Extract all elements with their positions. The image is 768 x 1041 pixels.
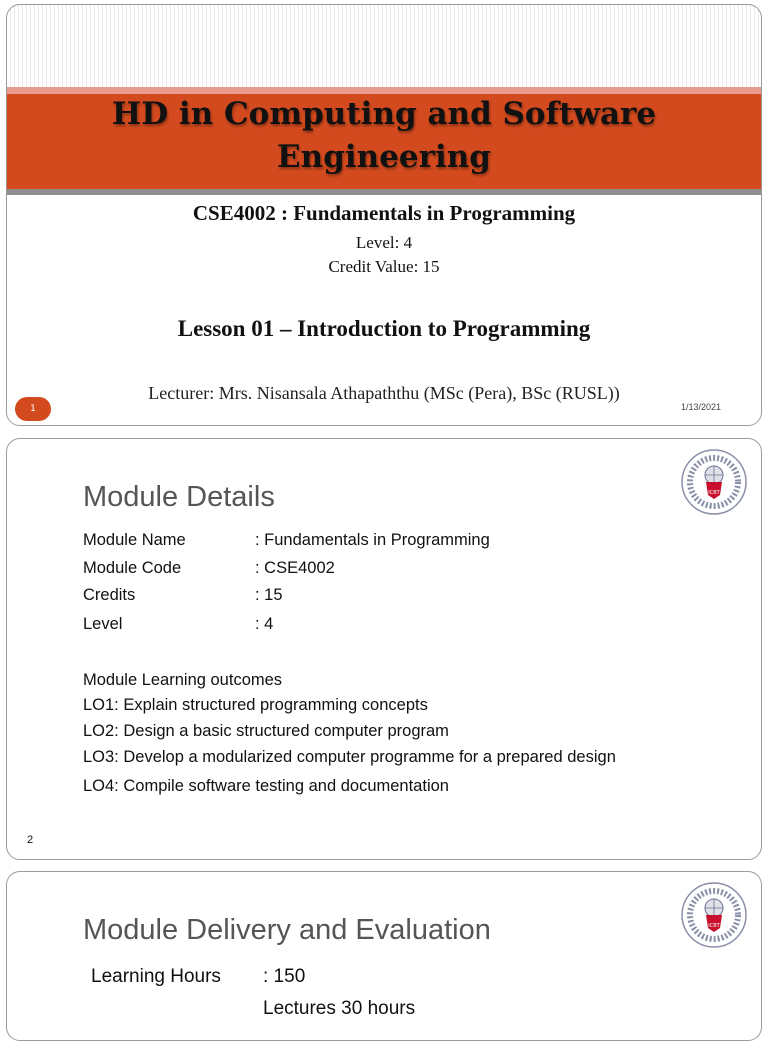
title-slide	[6, 4, 762, 426]
seal-text: ICBT	[708, 923, 720, 929]
slide-number-badge: 1	[15, 397, 51, 421]
detail-key: Credits	[83, 586, 136, 604]
detail-value: : 15	[255, 586, 283, 604]
title-line-2: Engineering	[277, 139, 491, 175]
detail-key: Level	[83, 615, 123, 633]
learning-outcome-item: LO4: Compile software testing and documentation	[83, 777, 449, 795]
slide-number: 2	[27, 834, 34, 846]
learning-outcomes-title: Module Learning outcomes	[83, 671, 283, 689]
learning-outcome-item: LO1: Explain structured programming concepts	[83, 696, 428, 714]
learning-outcome-item: LO3: Develop a modularized computer programme for a prepared design	[83, 748, 616, 766]
learning-hours-value: : 150	[263, 966, 306, 987]
course-title: CSE4002 : Fundamentals in Programming	[192, 201, 576, 225]
module-delivery-slide	[6, 871, 762, 1041]
detail-value: : Fundamentals in Programming	[255, 531, 490, 549]
slide-heading: Module Delivery and Evaluation	[83, 914, 491, 946]
college-seal-icon	[681, 449, 747, 515]
course-level: Level: 4	[355, 233, 413, 252]
seal-text: ICBT	[708, 490, 720, 496]
college-seal-icon	[681, 882, 747, 948]
learning-hours-label: Learning Hours	[91, 966, 221, 987]
lecturer-name: Lecturer: Mrs. Nisansala Athapaththu (MSc (Pera), BSc (RUSL))	[148, 383, 620, 403]
module-details-slide	[6, 438, 762, 860]
lectures-hours: Lectures 30 hours	[263, 998, 416, 1019]
learning-outcome-item: LO2: Design a basic structured computer program	[83, 722, 449, 740]
lesson-title: Lesson 01 – Introduction to Programming	[177, 316, 591, 341]
slide-date: 1/13/2021	[680, 402, 721, 412]
credit-value: Credit Value: 15	[328, 257, 440, 276]
slide-heading: Module Details	[83, 481, 275, 513]
detail-key: Module Name	[83, 531, 186, 549]
detail-value: : 4	[255, 615, 274, 633]
detail-key: Module Code	[83, 559, 182, 577]
title-line-1: HD in Computing and Software	[111, 96, 657, 132]
detail-value: : CSE4002	[255, 559, 335, 577]
presentation-title	[7, 93, 761, 179]
